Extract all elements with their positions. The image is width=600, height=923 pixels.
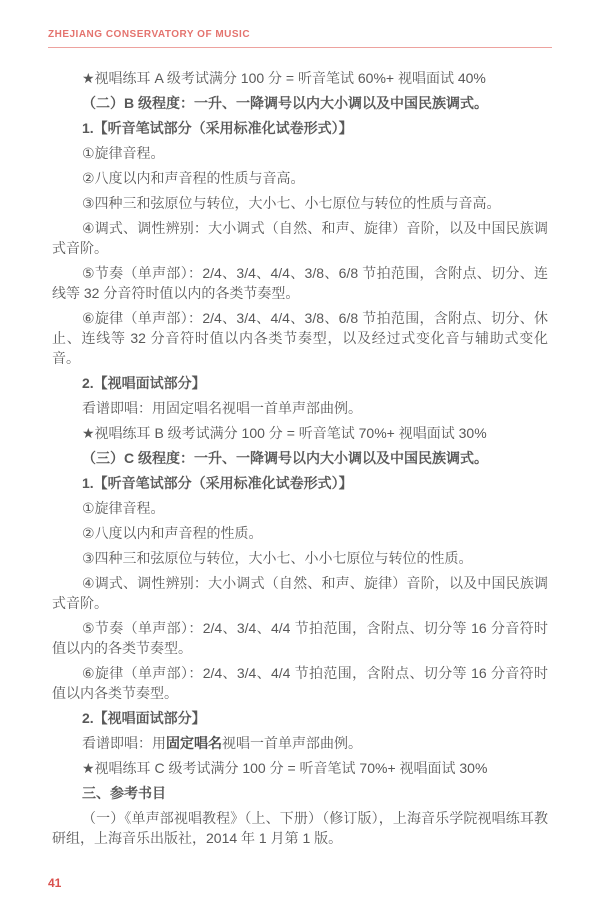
institution-name: ZHEJIANG CONSERVATORY OF MUSIC	[48, 29, 251, 40]
para-b-item-2: ②八度以内和声音程的性质与音高。	[82, 170, 305, 186]
page-header	[48, 24, 552, 42]
interview-desc-bold-term: 固定唱名	[166, 735, 222, 751]
para-b-item-6: ⑥旋律（单声部）：2/4、3/4、4/4、3/8、6/8 节拍范围，含附点、切分、休止、连线等 32 分音符时值以内各类节奏型，以及经过式变化音与辅助式变化音。	[52, 310, 548, 366]
para-section-c-heading: （三）C 级程度：一升、一降调号以内大小调以及中国民族调式。	[82, 450, 488, 466]
header-rule	[48, 47, 552, 48]
para-c-item-2: ②八度以内和声音程的性质。	[82, 525, 263, 541]
para-section-b-heading: （二）B 级程度：一升、一降调号以内大小调以及中国民族调式。	[82, 95, 488, 111]
para-c-item-6: ⑥旋律（单声部）：2/4、3/4、4/4 节拍范围，含附点、切分等 16 分音符时值以内各类节奏型。	[52, 665, 548, 701]
page-number: 41	[48, 876, 62, 890]
para-b-item-1: ①旋律音程。	[82, 145, 165, 161]
para-b-written-heading: 1.【听音笔试部分（采用标准化试卷形式）】	[82, 120, 353, 136]
interview-desc-prefix: 看谱即唱：用	[82, 735, 166, 751]
para-b-interview-heading: 2.【视唱面试部分】	[82, 375, 206, 391]
para-c-interview-desc	[52, 733, 548, 753]
para-reference-1: （一）《单声部视唱教程》（上、下册）（修订版），上海音乐学院视唱练耳教研组，上海音乐出版社，2014 年 1 月第 1 版。	[52, 810, 548, 846]
para-c-item-1: ①旋律音程。	[82, 500, 165, 516]
para-c-item-5: ⑤节奏（单声部）：2/4、3/4、4/4 节拍范围，含附点、切分等 16 分音符时值以内的各类节奏型。	[52, 620, 548, 656]
para-c-interview-heading: 2.【视唱面试部分】	[82, 710, 206, 726]
para-c-item-3: ③四种三和弦原位与转位，大小七、小小七原位与转位的性质。	[82, 550, 473, 566]
para-exam-score-c: ★视唱练耳 C 级考试满分 100 分 = 听音笔试 70%+ 视唱面试 30%	[82, 760, 488, 776]
para-b-item-5: ⑤节奏（单声部）：2/4、3/4、4/4、3/8、6/8 节拍范围，含附点、切分、连线等 32 分音符时值以内的各类节奏型。	[52, 265, 548, 301]
para-b-item-4: ④调式、调性辨别：大小调式（自然、和声、旋律）音阶，以及中国民族调式音阶。	[52, 220, 548, 256]
para-c-written-heading: 1.【听音笔试部分（采用标准化试卷形式）】	[82, 475, 353, 491]
para-exam-score-a: ★视唱练耳 A 级考试满分 100 分 = 听音笔试 60%+ 视唱面试 40%	[82, 70, 486, 86]
para-reference-heading: 三、参考书目	[82, 785, 166, 801]
interview-desc-suffix: 视唱一首单声部曲例。	[222, 735, 362, 751]
document-body	[52, 68, 548, 853]
para-b-interview-desc: 看谱即唱：用固定唱名视唱一首单声部曲例。	[82, 400, 362, 416]
para-b-item-3: ③四种三和弦原位与转位，大小七、小七原位与转位的性质与音高。	[82, 195, 501, 211]
para-c-item-4: ④调式、调性辨别：大小调式（自然、和声、旋律）音阶，以及中国民族调式音阶。	[52, 575, 548, 611]
para-exam-score-b: ★视唱练耳 B 级考试满分 100 分 = 听音笔试 70%+ 视唱面试 30%	[82, 425, 487, 441]
